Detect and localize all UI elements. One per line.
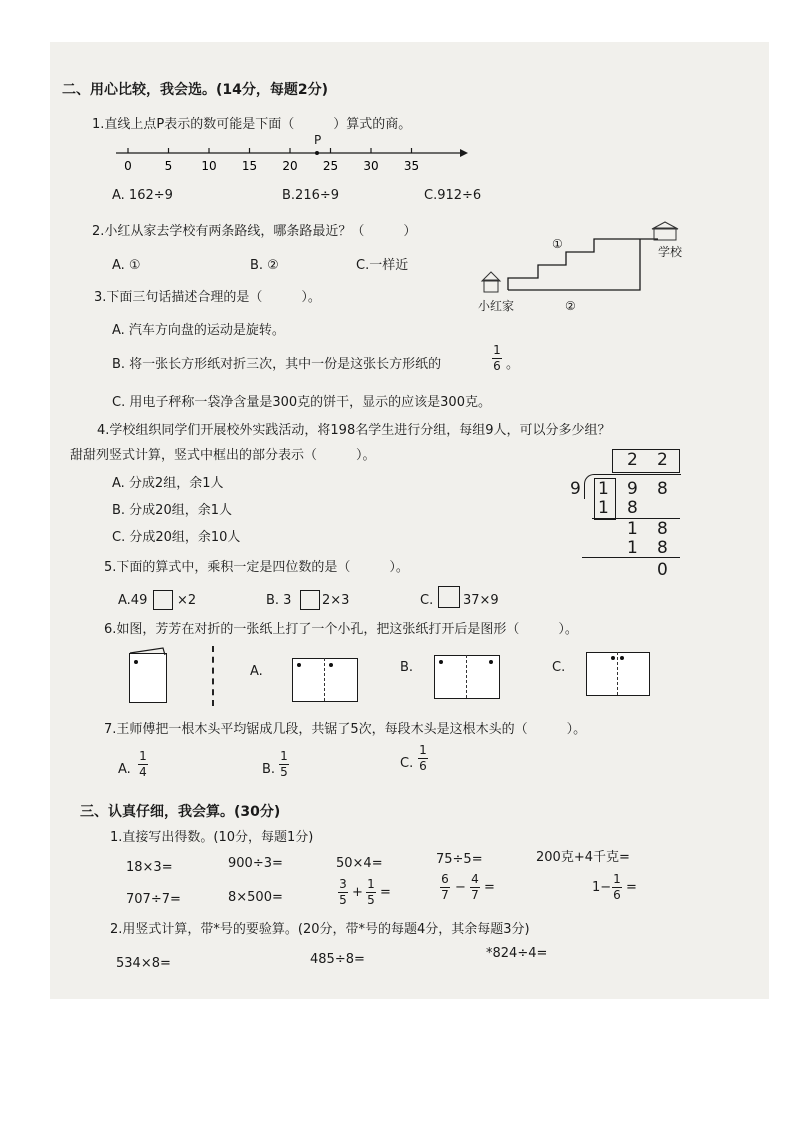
q1-option-b[interactable]: B.216÷9 [282,188,340,203]
point-p [315,151,319,155]
tick-label: 10 [201,159,217,173]
q6-text: 6.如图，芳芳在对折的一张纸上打了一个小孔，把这张纸打开后是图形（ ）。 [104,622,578,637]
q7-option-b[interactable]: B. [262,762,276,777]
q5-option-c-pre[interactable]: C. [420,593,434,608]
q6-option-c-figure[interactable] [586,652,650,696]
q7-option-c-fraction: 1 6 [419,743,427,773]
q5-option-c-post: 37×9 [463,593,499,608]
number-line [110,130,470,178]
calc-item: 200克+4千克= [536,850,630,865]
q3-option-b-fraction: 1 6 [493,343,501,373]
calc-item: 18×3= [126,860,173,875]
q7-text: 7.王师傅把一根木头平均锯成几段，共锯了5次，每段木头是这根木头的（ ）。 [104,722,587,737]
q4-text-1: 4.学校组织同学们开展校外实践活动，将198名学生进行分组，每组9人，可以分多少组？ [97,423,611,438]
q7-option-a[interactable]: A. [118,762,131,777]
dividend-digit: 1 [598,479,609,499]
product-digit: 8 [627,498,638,518]
quotient-digit: 2 [657,450,668,470]
q5-option-b-pre[interactable]: B. 3 [266,593,292,608]
calc-item: 75÷5= [436,852,483,867]
route-2-label: ② [565,299,576,313]
remainder-digit: 1 [627,519,638,539]
vertical-calc-item: 534×8= [116,956,171,971]
route-1-label: ① [552,237,563,251]
home-icon [484,280,498,292]
q6-option-c-label[interactable]: C. [552,660,566,675]
quotient-digit: 2 [627,450,638,470]
product-digit: 1 [598,498,609,518]
q5-option-a-pre[interactable]: A.49 [118,593,148,608]
point-p-label: P [314,133,322,147]
q5-blank-box-b [300,590,320,610]
vertical-calc-item: 485÷8= [310,952,365,967]
s3-q1-text: 1.直接写出得数。(10分，每题1分) [110,830,314,845]
calc-item: 50×4= [336,856,383,871]
q4-option-a[interactable]: A. 分成2组，余1人 [112,476,224,491]
q3-option-c[interactable]: C. 用电子秤称一袋净含量是300克的饼干，显示的应该是300克。 [112,395,491,410]
vertical-calc-item: *824÷4= [486,946,548,961]
school-label: 学校 [658,245,683,259]
product-digit: 1 [627,538,638,558]
q3-option-a[interactable]: A. 汽车方向盘的运动是旋转。 [112,323,285,338]
dividend-digit: 9 [627,479,638,499]
tick-label: 20 [282,159,298,173]
s3-q2-text: 2.用竖式计算，带*号的要验算。(20分，带*号的每题4分，其余每题3分) [110,922,530,937]
division-rule-2 [582,557,680,558]
product-digit: 8 [657,538,668,558]
q4-option-c[interactable]: C. 分成20组，余10人 [112,530,241,545]
tick-label: 15 [241,159,258,173]
q2-text: 2.小红从家去学校有两条路线，哪条路最近？（ ） [92,224,417,239]
division-quotient-frame [612,449,680,473]
q5-option-a-post: ×2 [177,593,197,608]
dividend-digit: 8 [657,479,668,499]
q3-option-b[interactable] [112,357,441,373]
tick-label: 30 [363,159,379,173]
q6-option-a-label[interactable]: A. [250,664,263,679]
tick-label: 0 [124,159,132,173]
calc-item: 900÷3= [228,856,283,871]
q4-text-2: 甜甜列竖式计算，竖式中框出的部分表示（ ）。 [70,448,376,463]
tick-label: 5 [164,159,173,173]
tick-label: 35 [403,159,420,173]
q5-option-b-post: 2×3 [322,593,350,608]
home-label: 小红家 [478,299,515,313]
q1-option-a[interactable]: A. 162÷9 [112,188,173,203]
q2-option-a[interactable]: A. ① [112,258,141,273]
q3-option-b-end: 。 [506,357,520,372]
section-2-heading: 二、用心比较，我会选。(14分，每题2分) [62,82,329,98]
school-icon [654,228,676,240]
calc-item: 8×500= [228,890,283,905]
q6-option-a-figure[interactable] [292,658,358,702]
q5-text: 5.下面的算式中，乘积一定是四位数的是（ ）。 [104,560,409,575]
q3-text: 3.下面三句话描述合理的是（ ）。 [94,290,321,305]
q2-option-b[interactable]: B. ② [250,258,279,273]
q4-option-b[interactable]: B. 分成20组，余1人 [112,503,232,518]
final-remainder: 0 [657,560,668,580]
divisor: 9 [570,479,581,499]
q5-blank-box-c [438,586,460,608]
calc-item: 707÷7= [126,892,181,907]
q7-option-b-fraction: 1 5 [280,749,288,779]
q1-option-c[interactable]: C.912÷6 [424,188,482,203]
remainder-digit: 8 [657,519,668,539]
q7-option-a-fraction: 1 4 [139,749,147,779]
q5-blank-box-a [153,590,173,610]
q6-option-b-label[interactable]: B. [400,660,414,675]
divider-line [212,646,214,706]
section-3-heading: 三、认真仔细，我会算。(30分) [80,804,281,820]
tick-label: 25 [322,159,339,173]
q7-option-c[interactable]: C. [400,756,414,771]
q3-option-b-text: B. 将一张长方形纸对折三次，其中一份是这张长方形纸的 [112,357,442,372]
q1-text: 1.直线上点P表示的数可能是下面（ ）算式的商。 [92,117,412,132]
q2-option-c[interactable]: C.一样近 [356,258,409,273]
